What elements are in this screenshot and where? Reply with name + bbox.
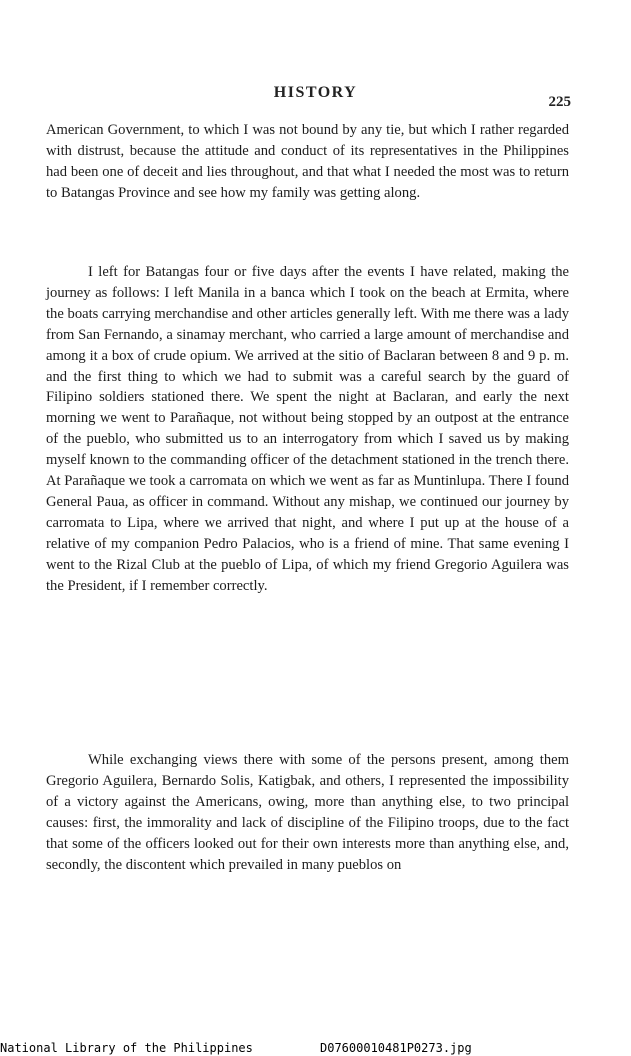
image-caption-bar xyxy=(0,1041,631,1056)
image-filename: D07600010481P0273.jpg xyxy=(320,1041,472,1055)
paragraph-3 xyxy=(46,750,569,875)
paragraph-1-text: American Government, to which I was not bound by any tie, but which I rather regarded with distrust, because the attitude and conduct of its representatives in the Philippines had been one of deceit and lies throughout, and that what I needed the most was to return to Batangas Province and see how my family was getting along. xyxy=(46,122,569,201)
paragraph-2 xyxy=(46,262,569,597)
paragraph-1 xyxy=(46,120,569,204)
page-number: 225 xyxy=(548,94,571,110)
source-credit: National Library of the Philippines xyxy=(0,1041,253,1055)
paragraph-2-text: I left for Batangas four or five days after the events I have related, making the journey as follows: I left Manila in a banca which I took on the beach at Ermita, where the boats carrying merchandise and other articles generally left. With me there was a lady from San Fernando, a sinamay merchant, who carried a large amount of merchandise and among it a box of crude opium. We arrived at the sitio of Baclaran between 8 and 9 p. m. and the first thing to which we had to submit was a careful search by the guard of Filipino soldiers stationed there. We spent the night at Baclaran, and early the next morning we went to Parañaque, not without being stopped by an outpost at the entrance of the pueblo, who submitted us to an interrogatory from which I saved us by making myself known to the commanding officer of the detachment stationed in the trench there. At Parañaque we took a carromata on which we went as far as Muntinlupa. There I found General Paua, as officer in command. Without any mishap, we continued our journey by carromata to Lipa, where we arrived that night, and where I put up at the house of a relative of my companion Pedro Palacios, who is a friend of mine. That same evening I went to the Rizal Club at the pueblo of Lipa, of which my friend Gregorio Aguilera was the President, if I remember correctly. xyxy=(46,264,569,594)
running-head: HISTORY xyxy=(273,84,358,101)
paragraph-3-text: While exchanging views there with some of the persons present, among them Gregorio Aguilera, Bernardo Solis, Katigbak, and others, I represented the impossibility of a victory against the Americans, owing, more than anything else, to two principal causes: first, the immorality and lack of discipline of the Filipino troops, due to the fact that some of the officers looked out for their own interests more than anything else, and, secondly, the discontent which prevailed in many pueblos on xyxy=(46,752,569,873)
